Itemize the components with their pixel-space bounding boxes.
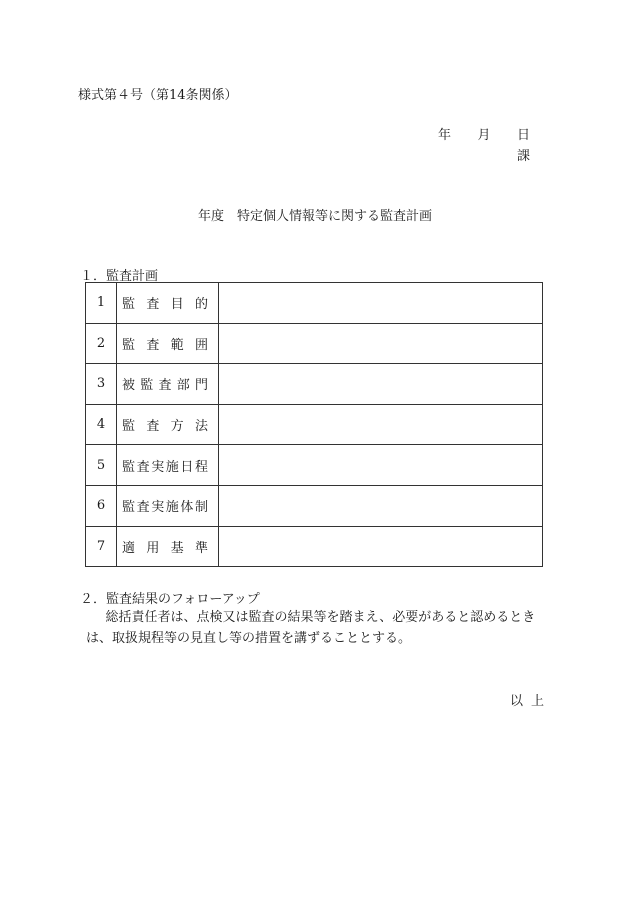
row-item-label: 適用基準 bbox=[122, 540, 208, 556]
row-value[interactable] bbox=[219, 526, 543, 567]
row-value[interactable] bbox=[219, 283, 543, 324]
table-row bbox=[86, 404, 543, 445]
row-item bbox=[117, 404, 219, 445]
table-row bbox=[86, 323, 543, 364]
row-number: 1 bbox=[86, 283, 117, 324]
section1-heading: １．監査計画 bbox=[80, 269, 159, 284]
row-number: 4 bbox=[86, 404, 117, 445]
table-row bbox=[86, 526, 543, 567]
row-item-label: 監査実施日程 bbox=[122, 459, 208, 475]
row-item-label: 監査実施体制 bbox=[122, 500, 208, 516]
department-label: 課 bbox=[517, 149, 531, 164]
row-item bbox=[117, 283, 219, 324]
row-item-label: 被監査部門 bbox=[122, 378, 208, 394]
row-number: 5 bbox=[86, 445, 117, 486]
month-label: 月 bbox=[477, 128, 491, 143]
row-value[interactable] bbox=[219, 445, 543, 486]
row-item bbox=[117, 364, 219, 405]
date-line bbox=[438, 124, 530, 143]
form-number: 様式第４号（第14条関係） bbox=[78, 88, 238, 103]
table-row bbox=[86, 485, 543, 526]
row-item-label: 監査方法 bbox=[122, 419, 208, 435]
section2-heading: ２．監査結果のフォローアップ bbox=[80, 592, 260, 607]
row-value[interactable] bbox=[219, 485, 543, 526]
row-value[interactable] bbox=[219, 323, 543, 364]
row-number: 6 bbox=[86, 485, 117, 526]
table-row bbox=[86, 283, 543, 324]
row-item bbox=[117, 445, 219, 486]
day-label: 日 bbox=[516, 128, 530, 143]
row-item bbox=[117, 485, 219, 526]
closing-mark: 以上 bbox=[510, 694, 553, 709]
row-item-label: 監査目的 bbox=[122, 297, 208, 313]
document-title: 年度 特定個人情報等に関する監査計画 bbox=[197, 209, 432, 224]
row-number: 7 bbox=[86, 526, 117, 567]
audit-plan-table bbox=[85, 282, 543, 567]
row-value[interactable] bbox=[219, 364, 543, 405]
row-item bbox=[117, 323, 219, 364]
row-number: 3 bbox=[86, 364, 117, 405]
follow-up-text: 総括責任者は、点検又は監査の結果等を踏まえ、必要があると認めるときは、取扱規程等の見直し等の措置を講ずることとする。 bbox=[86, 610, 536, 646]
row-item-label: 監査範囲 bbox=[122, 337, 208, 353]
row-number: 2 bbox=[86, 323, 117, 364]
row-item bbox=[117, 526, 219, 567]
row-value[interactable] bbox=[219, 404, 543, 445]
year-label: 年 bbox=[438, 128, 452, 143]
table-row bbox=[86, 364, 543, 405]
table-row bbox=[86, 445, 543, 486]
